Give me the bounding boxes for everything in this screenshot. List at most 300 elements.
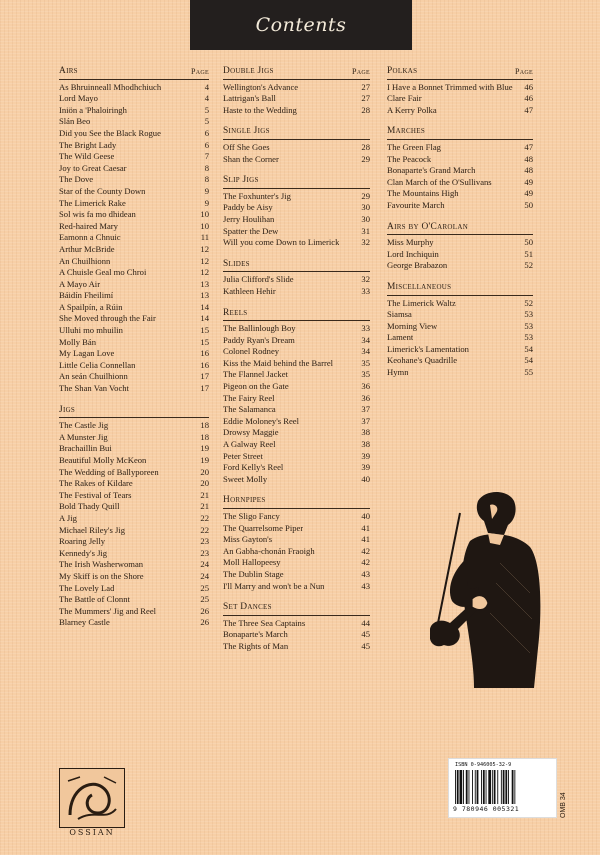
barcode-bar	[488, 770, 491, 804]
entry-title: Clare Fair	[387, 93, 422, 104]
entry-title: A Mayo Air	[59, 278, 101, 289]
catalog-number: OMB 34	[560, 792, 567, 818]
entry-page: 36	[361, 381, 370, 392]
toc-section	[223, 602, 370, 652]
entry-page: 23	[200, 547, 209, 558]
toc-entry	[59, 128, 209, 140]
entry-page: 16	[200, 348, 209, 359]
toc-entry	[223, 641, 370, 653]
entry-title: Clan March of the O'Sullivans	[387, 176, 492, 187]
section-title: Miscellaneous	[387, 281, 452, 292]
entry-title: The Fairy Reel	[223, 392, 275, 403]
barcode-bar	[475, 770, 476, 804]
celtic-knot-icon	[59, 768, 125, 828]
barcode-bar	[512, 770, 514, 804]
toc-column-3	[387, 66, 533, 389]
toc-section	[223, 308, 370, 486]
section-title: Jigs	[59, 404, 76, 415]
toc-section	[387, 282, 533, 379]
entry-page: 30	[361, 213, 370, 224]
entry-title: Ford Kelly's Reel	[223, 462, 284, 473]
toc-entry	[387, 237, 533, 249]
entry-title: Sol wis fa mo dhidean	[59, 209, 136, 220]
entry-page: 9	[204, 185, 209, 196]
section-title: Set Dances	[223, 602, 272, 613]
toc-entry	[387, 321, 533, 333]
entry-title: Keohane's Quadrille	[387, 355, 458, 366]
entry-title: Wellington's Advance	[223, 81, 299, 92]
entry-page: 12	[200, 267, 209, 278]
toc-entry	[387, 355, 533, 367]
entry-page: 7	[204, 151, 209, 162]
toc-entry	[59, 617, 209, 629]
entry-title: Morning View	[387, 320, 438, 331]
toc-entry	[387, 344, 533, 356]
section-title: Reels	[223, 307, 248, 318]
toc-entry	[223, 523, 370, 535]
toc-column-1	[59, 66, 209, 639]
toc-entry	[387, 298, 533, 310]
entry-page: 4	[204, 81, 209, 92]
toc-entry	[387, 93, 533, 105]
section-title: Slides	[223, 258, 250, 269]
section-heading	[387, 282, 533, 296]
entry-title: A Spailpín, a Rúin	[59, 301, 123, 312]
entry-title: The Bright Lady	[59, 139, 117, 150]
entry-title: The Ballinlough Boy	[223, 323, 296, 334]
isbn-top-text: ISBN 0-946005-32-9	[455, 762, 512, 768]
entry-page: 17	[200, 371, 209, 382]
toc-entry	[223, 534, 370, 546]
entry-page: 51	[524, 248, 533, 259]
entry-title: Shan the Corner	[223, 153, 279, 164]
isbn-digits: 9 780946 005321	[453, 805, 520, 813]
toc-entry	[59, 490, 209, 502]
entry-title: The Lovely Lad	[59, 582, 115, 593]
entry-page: 5	[204, 104, 209, 115]
entry-title: The Castle Jig	[59, 420, 109, 431]
toc-entry	[59, 279, 209, 291]
toc-entry	[59, 151, 209, 163]
entry-page: 53	[524, 332, 533, 343]
entry-title: Drowsy Maggie	[223, 427, 279, 438]
section-heading	[223, 66, 370, 80]
entry-title: Lord Mayo	[59, 93, 98, 104]
entry-page: 24	[200, 570, 209, 581]
toc-entry	[59, 105, 209, 117]
entry-title: Michael Riley's Jig	[59, 524, 125, 535]
section-title: Double Jigs	[223, 66, 274, 76]
entry-title: Iniön a 'Phaloiringh	[59, 104, 127, 115]
entry-title: A Jig	[59, 512, 77, 523]
entry-title: The Wild Geese	[59, 151, 115, 162]
section-title: Hornpipes	[223, 495, 266, 506]
toc-entry	[59, 116, 209, 128]
toc-entry	[59, 383, 209, 395]
toc-entry	[59, 360, 209, 372]
page-column-label: Page	[352, 67, 370, 76]
entry-page: 25	[200, 582, 209, 593]
entry-page: 53	[524, 309, 533, 320]
toc-entry	[223, 346, 370, 358]
toc-entry	[59, 536, 209, 548]
toc-entry	[59, 594, 209, 606]
entry-title: Miss Murphy	[387, 237, 434, 248]
entry-title: Bonaparte's March	[223, 629, 288, 640]
entry-page: 35	[361, 369, 370, 380]
toc-entry	[223, 323, 370, 335]
entry-page: 17	[200, 383, 209, 394]
toc-entry	[59, 232, 209, 244]
entry-page: 54	[524, 355, 533, 366]
barcode-bar	[501, 770, 502, 804]
barcode-bar	[505, 770, 507, 804]
entry-page: 4	[204, 93, 209, 104]
entry-page: 20	[200, 466, 209, 477]
toc-entry	[59, 93, 209, 105]
entry-page: 22	[200, 524, 209, 535]
barcode-bar	[497, 770, 498, 804]
toc-column-2	[223, 66, 370, 663]
entry-page: 54	[524, 343, 533, 354]
entry-title: Sweet Molly	[223, 473, 268, 484]
entry-title: Blarney Castle	[59, 617, 110, 628]
toc-entry	[59, 186, 209, 198]
section-heading	[223, 602, 370, 616]
entry-title: Ulluhi mo mhuilin	[59, 325, 123, 336]
toc-entry	[59, 583, 209, 595]
toc-entry	[223, 274, 370, 286]
entry-title: I'll Marry and won't be a Nun	[223, 580, 325, 591]
toc-entry	[223, 202, 370, 214]
entry-title: Lament	[387, 332, 414, 343]
entry-page: 27	[361, 93, 370, 104]
entry-title: Beautiful Molly McKeon	[59, 455, 147, 465]
entry-title: The Rights of Man	[223, 640, 289, 651]
entry-page: 8	[204, 162, 209, 173]
toc-entry	[59, 606, 209, 618]
toc-entry	[59, 513, 209, 525]
toc-entry	[223, 154, 370, 166]
entry-title: Spatter the Dew	[223, 225, 279, 236]
entry-title: Paddy be Aisy	[223, 202, 273, 213]
entry-page: 28	[361, 141, 370, 152]
entry-title: An seán Chuilhionn	[59, 371, 128, 382]
entry-title: I Have a Bonnet Trimmed with Blue	[387, 81, 513, 92]
entry-title: The Festival of Tears	[59, 489, 132, 500]
toc-entry	[387, 260, 533, 272]
toc-section	[387, 126, 533, 211]
entry-page: 32	[361, 237, 370, 248]
entry-title: A Galway Reel	[223, 439, 276, 450]
entry-page: 40	[361, 511, 370, 521]
entry-page: 55	[524, 367, 533, 378]
page-column-label: Page	[191, 67, 209, 76]
entry-page: 47	[524, 141, 533, 152]
toc-entry	[59, 221, 209, 233]
barcode-bar	[469, 770, 470, 804]
entry-page: 39	[361, 462, 370, 473]
entry-title: George Brabazon	[387, 260, 448, 271]
section-heading	[223, 308, 370, 322]
section-title: Slip Jigs	[223, 175, 259, 186]
toc-entry	[59, 455, 209, 467]
toc-section	[59, 66, 209, 395]
entry-title: The Mummers' Jig and Reel	[59, 605, 157, 616]
entry-title: A Chuisle Geal mo Chroi	[59, 267, 147, 278]
toc-entry	[223, 358, 370, 370]
toc-entry	[223, 369, 370, 381]
entry-page: 21	[200, 501, 209, 512]
entry-page: 16	[200, 359, 209, 370]
section-heading	[59, 405, 209, 419]
entry-page: 48	[524, 153, 533, 164]
entry-title: A Munster Jig	[59, 431, 108, 442]
entry-page: 45	[361, 640, 370, 651]
barcode	[448, 758, 557, 818]
toc-entry	[223, 629, 370, 641]
toc-entry	[387, 332, 533, 344]
entry-page: 15	[200, 336, 209, 347]
entry-page: 18	[200, 420, 209, 431]
entry-page: 23	[200, 536, 209, 547]
toc-entry	[223, 142, 370, 154]
entry-page: 25	[200, 594, 209, 605]
toc-entry	[223, 451, 370, 463]
publisher-logo	[59, 768, 125, 840]
entry-title: As Bhruinneall Mhodhchiuch	[59, 81, 162, 92]
entry-page: 41	[361, 534, 370, 545]
toc-entry	[223, 462, 370, 474]
entry-title: The Dove	[59, 174, 94, 185]
entry-title: My Lagan Love	[59, 348, 115, 359]
entry-page: 35	[361, 357, 370, 368]
entry-title: The Rakes of Kildare	[59, 478, 133, 489]
entry-page: 6	[204, 127, 209, 138]
entry-page: 18	[200, 431, 209, 442]
entry-page: 14	[200, 301, 209, 312]
barcode-bar	[514, 770, 515, 804]
toc-entry	[223, 237, 370, 249]
entry-title: Kathleen Hehir	[223, 285, 276, 296]
entry-title: Báidín Fheilimí	[59, 290, 114, 301]
toc-entry	[387, 177, 533, 189]
toc-entry	[223, 82, 370, 94]
entry-page: 34	[361, 334, 370, 345]
page-column-label: Page	[515, 67, 533, 76]
entry-title: An Gabha-chonán Fraoigh	[223, 545, 315, 556]
entry-title: Arthur McBride	[59, 243, 115, 254]
toc-entry	[59, 290, 209, 302]
toc-entry	[223, 286, 370, 298]
toc-entry	[59, 198, 209, 210]
entry-title: Slán Beo	[59, 116, 91, 127]
toc-entry	[59, 548, 209, 560]
entry-page: 41	[361, 522, 370, 533]
publisher-name: OSSIAN	[69, 828, 115, 837]
section-heading	[223, 175, 370, 189]
entry-page: 53	[524, 320, 533, 331]
toc-entry	[59, 371, 209, 383]
entry-page: 43	[361, 568, 370, 579]
barcode-bar	[503, 770, 505, 804]
toc-entry	[59, 525, 209, 537]
entry-title: Hymn	[387, 367, 409, 378]
entry-title: Bonaparte's Grand March	[387, 165, 476, 176]
toc-entry	[59, 467, 209, 479]
toc-entry	[59, 571, 209, 583]
barcode-bar	[466, 770, 468, 804]
entry-title: Jerry Houlihan	[223, 213, 275, 224]
toc-entry	[59, 478, 209, 490]
toc-entry	[59, 82, 209, 94]
toc-entry	[223, 439, 370, 451]
toc-entry	[223, 214, 370, 226]
entry-title: The Salamanca	[223, 404, 276, 415]
entry-page: 14	[200, 313, 209, 324]
toc-entry	[387, 165, 533, 177]
entry-page: 8	[204, 174, 209, 185]
entry-page: 50	[524, 199, 533, 210]
entry-page: 46	[524, 81, 533, 92]
toc-entry	[59, 313, 209, 325]
entry-title: The Limerick Waltz	[387, 297, 456, 308]
barcode-bar	[508, 770, 509, 804]
entry-title: Lord Inchiquin	[387, 248, 439, 259]
entry-title: Pigeon on the Gate	[223, 381, 289, 392]
entry-page: 29	[361, 190, 370, 201]
entry-title: Off She Goes	[223, 141, 270, 152]
barcode-bars	[455, 770, 550, 804]
toc-section	[223, 175, 370, 249]
entry-page: 21	[200, 489, 209, 500]
entry-page: 12	[200, 255, 209, 266]
toc-entry	[223, 393, 370, 405]
barcode-bar	[455, 770, 456, 804]
fiddler-illustration	[430, 483, 550, 693]
entry-title: Lattrigan's Ball	[223, 93, 276, 104]
barcode-bar	[486, 770, 487, 804]
entry-page: 42	[361, 557, 370, 568]
toc-entry	[387, 154, 533, 166]
entry-page: 48	[524, 165, 533, 176]
toc-entry	[387, 367, 533, 379]
barcode-bar	[481, 770, 482, 804]
toc-entry	[223, 226, 370, 238]
toc-section	[387, 66, 533, 116]
entry-page: 44	[361, 617, 370, 628]
entry-title: Paddy Ryan's Dream	[223, 334, 295, 345]
toc-section	[59, 405, 209, 629]
entry-title: Peter Street	[223, 450, 263, 461]
toc-entry	[59, 443, 209, 455]
entry-title: Limerick's Lamentation	[387, 343, 469, 354]
toc-entry	[387, 142, 533, 154]
entry-title: Eamonn a Chnuic	[59, 232, 121, 243]
entry-page: 19	[200, 455, 209, 465]
toc-entry	[59, 140, 209, 152]
entry-page: 13	[200, 290, 209, 301]
entry-title: Molly Bán	[59, 336, 97, 347]
entry-page: 38	[361, 427, 370, 438]
entry-page: 26	[200, 605, 209, 616]
entry-page: 32	[361, 274, 370, 285]
entry-title: The Shan Van Vocht	[59, 383, 129, 394]
toc-entry	[223, 381, 370, 393]
section-title: Single Jigs	[223, 126, 270, 137]
entry-page: 30	[361, 202, 370, 213]
section-heading	[387, 222, 533, 236]
entry-title: Haste to the Wedding	[223, 104, 297, 115]
toc-entry	[223, 581, 370, 593]
toc-entry	[59, 420, 209, 432]
toc-entry	[223, 105, 370, 117]
section-heading	[223, 126, 370, 140]
entry-title: Brachaillin Bui	[59, 443, 112, 454]
entry-page: 20	[200, 478, 209, 489]
entry-title: She Moved through the Fair	[59, 313, 156, 324]
entry-page: 42	[361, 545, 370, 556]
entry-page: 29	[361, 153, 370, 164]
entry-page: 19	[200, 443, 209, 454]
toc-entry	[223, 404, 370, 416]
entry-page: 11	[200, 232, 209, 243]
entry-page: 49	[524, 188, 533, 199]
toc-entry	[223, 191, 370, 203]
toc-entry	[59, 501, 209, 513]
entry-title: Bold Thady Quill	[59, 501, 120, 512]
toc-section	[223, 66, 370, 116]
section-heading	[59, 66, 209, 80]
toc-entry	[223, 618, 370, 630]
entry-title: Eddie Moloney's Reel	[223, 415, 300, 426]
toc-entry	[59, 559, 209, 571]
entry-page: 22	[200, 512, 209, 523]
entry-title: My Skiff is on the Shore	[59, 570, 144, 581]
barcode-bar	[460, 770, 463, 804]
section-heading	[387, 66, 533, 80]
toc-entry	[223, 511, 370, 523]
entry-page: 43	[361, 580, 370, 591]
entry-title: The Three Sea Captains	[223, 617, 306, 628]
barcode-bar	[477, 770, 479, 804]
toc-entry	[59, 163, 209, 175]
entry-title: The Green Flag	[387, 141, 441, 152]
entry-title: An Chuilhionn	[59, 255, 111, 266]
entry-page: 52	[524, 260, 533, 271]
toc-entry	[223, 335, 370, 347]
entry-page: 47	[524, 104, 533, 115]
entry-title: The Limerick Rake	[59, 197, 126, 208]
barcode-bar	[463, 770, 464, 804]
entry-title: The Irish Washerwoman	[59, 559, 144, 570]
toc-entry	[223, 546, 370, 558]
entry-title: The Mountains High	[387, 188, 459, 199]
toc-entry	[59, 256, 209, 268]
entry-page: 28	[361, 104, 370, 115]
entry-title: Roaring Jelly	[59, 536, 106, 547]
entry-page: 45	[361, 629, 370, 640]
barcode-bar	[492, 770, 493, 804]
toc-entry	[59, 337, 209, 349]
entry-title: Star of the County Down	[59, 185, 146, 196]
barcode-bar	[494, 770, 496, 804]
entry-title: Miss Gayton's	[223, 534, 273, 545]
toc-entry	[387, 200, 533, 212]
entry-page: 49	[524, 176, 533, 187]
entry-page: 5	[204, 116, 209, 127]
entry-title: Kiss the Maid behind the Barrel	[223, 357, 334, 368]
